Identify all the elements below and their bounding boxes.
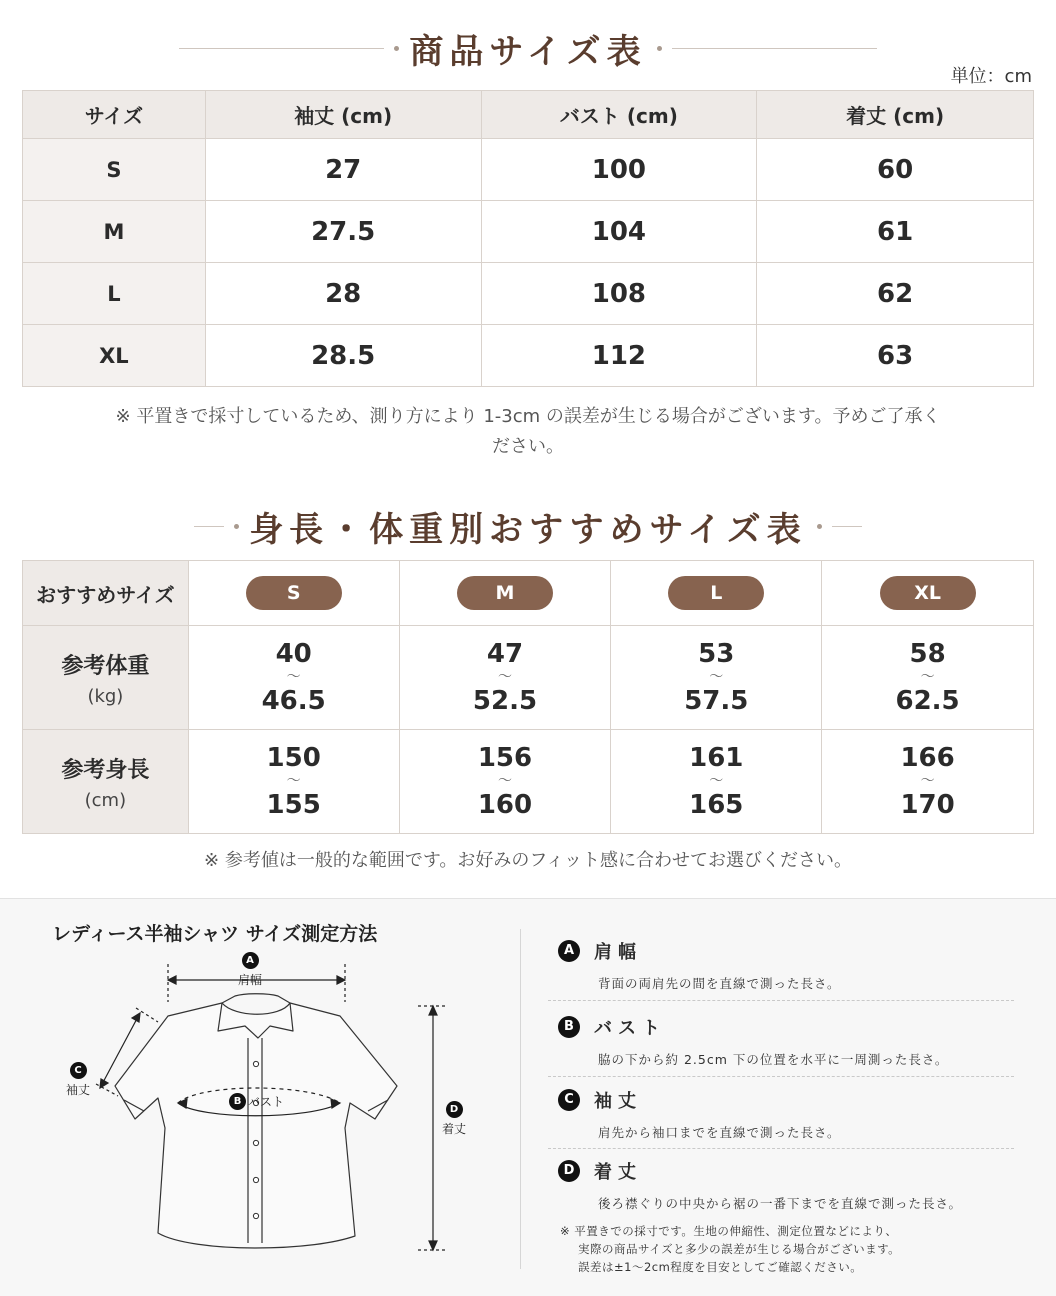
weight-label: 参考体重 <box>61 653 150 679</box>
measure-title: レディース半袖シャツ サイズ測定方法 <box>52 923 378 945</box>
value-cell: 112 <box>481 325 757 387</box>
note-line: ※ 平置きで採寸しているため、測り方により 1-3cm の誤差が生じる場合がございます。予めご了承く <box>115 406 941 427</box>
tilde: ～ <box>920 669 935 685</box>
size-pill: L <box>668 576 764 610</box>
marker-b-icon: B <box>229 1093 246 1110</box>
measure-item-c <box>558 1087 1018 1141</box>
table-header-row <box>23 561 1034 626</box>
range-cell <box>611 730 822 834</box>
range-to: 52.5 <box>472 686 538 716</box>
table-row <box>23 139 1034 201</box>
tilde: ～ <box>920 773 935 789</box>
divider <box>672 48 877 49</box>
height-label: 参考身長 <box>61 757 150 783</box>
measure-item-desc: 肩先から袖口までを直線で測った長さ。 <box>598 1125 841 1140</box>
range-cell <box>822 626 1034 730</box>
divider <box>194 526 224 527</box>
range-to: 46.5 <box>261 686 326 716</box>
measure-item-label: 着丈 <box>594 1162 642 1183</box>
tilde: ～ <box>709 669 724 685</box>
recommend-title: 身長・体重別おすすめサイズ表 <box>249 510 807 550</box>
tilde: ～ <box>497 773 512 789</box>
height-label-cell <box>23 730 189 834</box>
marker-a-icon: A <box>558 940 580 962</box>
diagram-label-text: バスト <box>248 1095 285 1109</box>
value-cell: 61 <box>757 201 1034 263</box>
tilde: ～ <box>286 669 301 685</box>
range-to: 155 <box>266 790 321 820</box>
size-pill: M <box>457 576 553 610</box>
table-header-row <box>23 91 1034 139</box>
range-from: 161 <box>689 743 744 773</box>
marker-d-icon: D <box>446 1101 463 1118</box>
range-from: 40 <box>275 639 312 669</box>
height-row <box>23 730 1034 834</box>
header-cell: バスト (cm) <box>481 91 757 139</box>
value-cell: 60 <box>757 139 1034 201</box>
note-line: 誤差は±1～2cm程度を目安としてご確認ください。 <box>578 1260 863 1274</box>
marker-a-icon: A <box>242 952 259 969</box>
size-pill: S <box>246 576 342 610</box>
weight-row <box>23 626 1034 730</box>
marker-c-icon: C <box>70 1062 87 1079</box>
height-unit: (cm) <box>84 789 127 811</box>
diagram-label-text: 着丈 <box>442 1122 467 1136</box>
size-table-note <box>0 402 1056 462</box>
range-cell <box>188 626 399 730</box>
table-row <box>23 325 1034 387</box>
header-cell: 袖丈 (cm) <box>205 91 481 139</box>
unit-label: 単位：cm <box>950 66 1032 87</box>
value-cell: 27.5 <box>205 201 481 263</box>
value-cell: 104 <box>481 201 757 263</box>
dashed-divider <box>548 1000 1014 1001</box>
range-from: 156 <box>477 743 533 773</box>
marker-d-icon: D <box>558 1160 580 1182</box>
marker-c-icon: C <box>558 1089 580 1111</box>
measure-item-desc: 背面の両肩先の間を直線で測った長さ。 <box>598 976 841 991</box>
recommend-note: ※ 参考値は一般的な範囲です。お好みのフィット感に合わせてお選びください。 <box>204 850 852 871</box>
weight-unit: (kg) <box>87 685 124 707</box>
measure-item-desc: 脇の下から約 2.5cm 下の位置を水平に一周測った長さ。 <box>598 1052 949 1067</box>
range-cell <box>822 730 1034 834</box>
divider <box>179 48 384 49</box>
range-from: 53 <box>698 639 735 669</box>
dashed-divider <box>548 1148 1014 1149</box>
size-table-title: 商品サイズ表 <box>409 32 647 72</box>
range-to: 170 <box>900 790 955 820</box>
range-cell <box>399 730 611 834</box>
diagram-label-a <box>238 952 262 988</box>
size-cell: L <box>23 263 206 325</box>
tilde: ～ <box>709 773 724 789</box>
tilde: ～ <box>286 773 301 789</box>
value-cell: 62 <box>757 263 1034 325</box>
table-row <box>23 201 1034 263</box>
note-line: ださい。 <box>492 436 564 457</box>
diagram-label-b <box>229 1093 284 1110</box>
dot-ornament <box>234 524 239 529</box>
recommend-title-row <box>0 502 1056 551</box>
divider <box>832 526 862 527</box>
diagram-label-text: 袖丈 <box>66 1083 91 1097</box>
measure-item-label: バスト <box>594 1018 666 1039</box>
dot-ornament <box>394 46 399 51</box>
header-cell: 着丈 (cm) <box>757 91 1034 139</box>
marker-b-icon: B <box>558 1016 580 1038</box>
measure-item-b <box>558 1014 1018 1068</box>
table-row <box>23 263 1034 325</box>
range-to: 160 <box>477 790 533 820</box>
note-line: ※ 平置きでの採寸です。生地の伸縮性、測定位置などにより、 <box>560 1224 898 1238</box>
size-table <box>22 90 1034 387</box>
value-cell: 100 <box>481 139 757 201</box>
dot-ornament <box>817 524 822 529</box>
range-from: 150 <box>266 743 321 773</box>
recommend-table <box>22 560 1034 834</box>
size-pill-cell <box>822 561 1034 626</box>
tilde: ～ <box>497 669 512 685</box>
size-table-title-row <box>0 24 1056 73</box>
measure-item-label: 袖丈 <box>594 1091 642 1112</box>
measure-item-label: 肩幅 <box>594 942 642 963</box>
size-cell: M <box>23 201 206 263</box>
value-cell: 27 <box>205 139 481 201</box>
value-cell: 28 <box>205 263 481 325</box>
measure-note <box>560 1222 900 1276</box>
range-cell <box>611 626 822 730</box>
measure-item-desc: 後ろ襟ぐりの中央から裾の一番下までを直線で測った長さ。 <box>598 1196 963 1211</box>
recommend-size-label: おすすめサイズ <box>23 561 189 626</box>
diagram-label-c <box>66 1062 90 1098</box>
dashed-divider <box>548 1076 1014 1077</box>
range-to: 165 <box>689 790 744 820</box>
diagram-label-d <box>442 1101 466 1137</box>
size-cell: XL <box>23 325 206 387</box>
size-pill-cell <box>188 561 399 626</box>
size-pill: XL <box>880 576 976 610</box>
measure-item-a <box>558 938 1018 992</box>
measure-item-d <box>558 1158 1018 1212</box>
diagram-label-text: 肩幅 <box>238 973 263 987</box>
value-cell: 108 <box>481 263 757 325</box>
range-to: 57.5 <box>684 686 749 716</box>
range-cell <box>399 626 611 730</box>
header-cell: サイズ <box>23 91 206 139</box>
value-cell: 28.5 <box>205 325 481 387</box>
value-cell: 63 <box>757 325 1034 387</box>
size-cell: S <box>23 139 206 201</box>
vertical-divider <box>520 929 521 1269</box>
dot-ornament <box>657 46 662 51</box>
size-pill-cell <box>399 561 611 626</box>
range-from: 47 <box>486 639 524 669</box>
range-cell <box>188 730 399 834</box>
note-line: 実際の商品サイズと多少の誤差が生じる場合がございます。 <box>578 1242 901 1256</box>
range-from: 58 <box>909 639 946 669</box>
range-to: 62.5 <box>895 686 960 716</box>
range-from: 166 <box>900 743 955 773</box>
weight-label-cell <box>23 626 189 730</box>
size-pill-cell <box>611 561 822 626</box>
